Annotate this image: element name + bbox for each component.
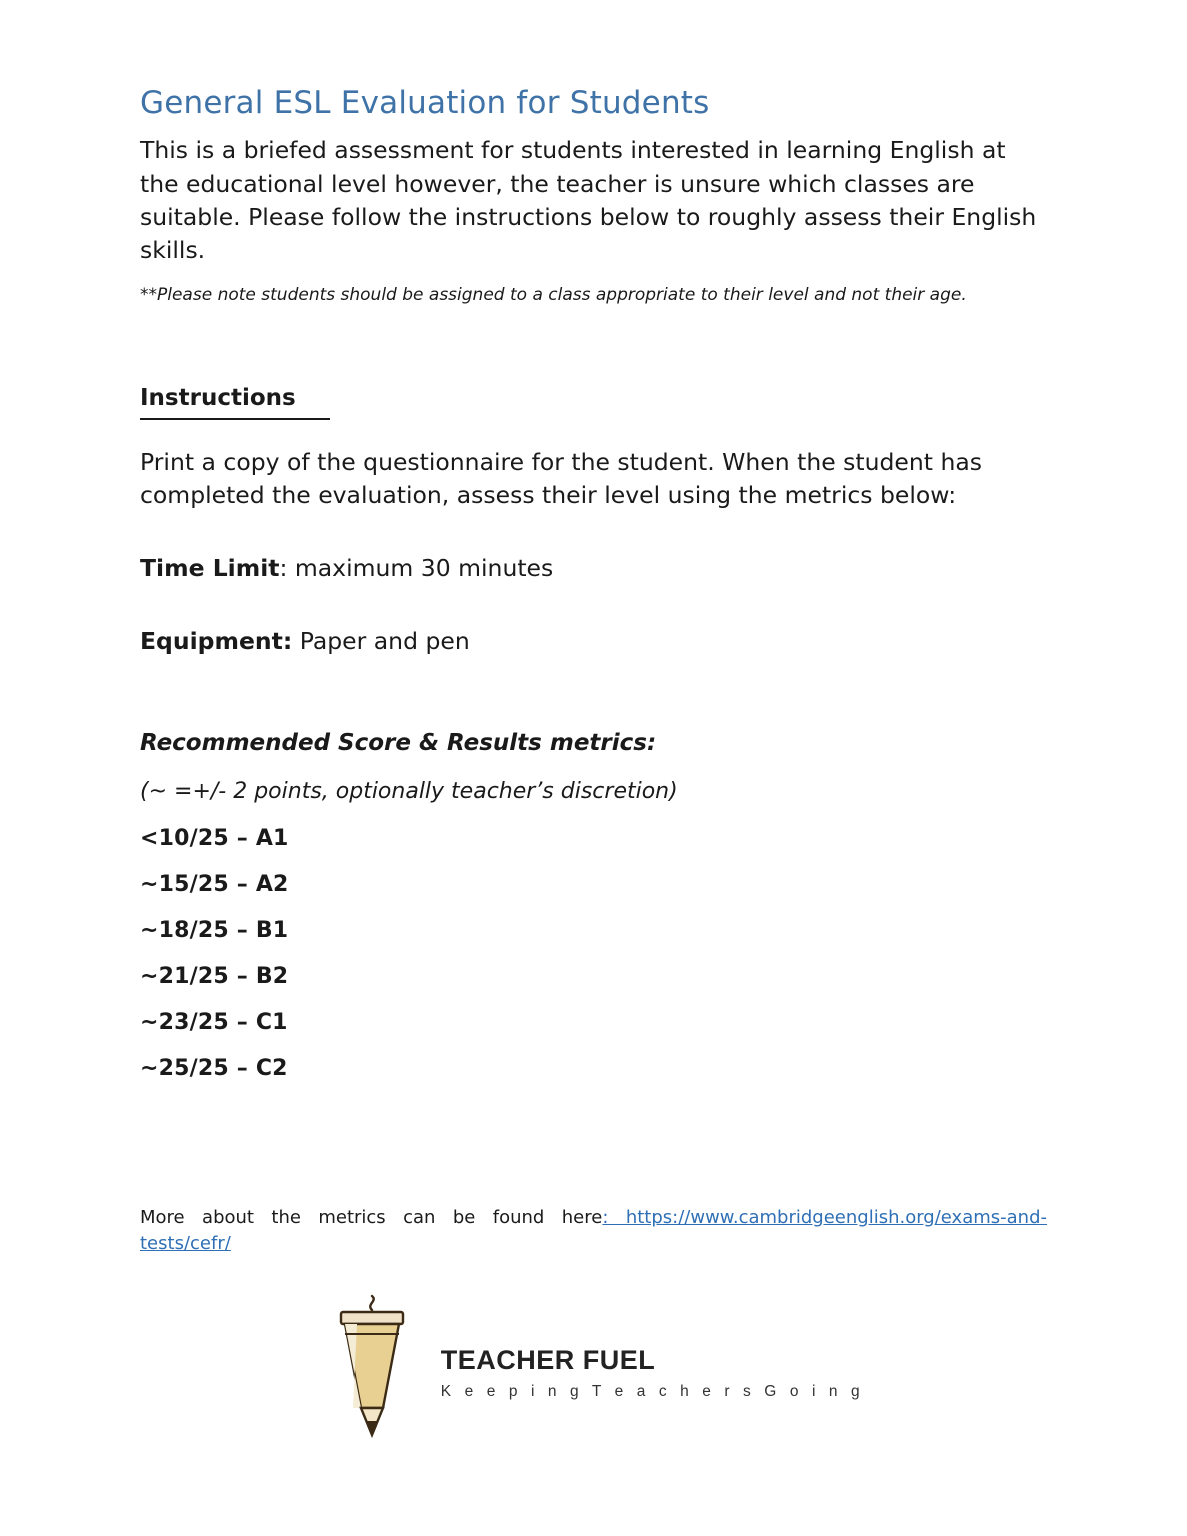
footer-reference [140,1205,1047,1256]
metrics-title: Recommended Score & Results metrics: [140,729,657,756]
time-limit-value: : maximum 30 minutes [279,554,554,583]
note-text: **Please note students should be assigned to a class appropriate to their level and not their age. [140,284,967,305]
metric-item: ~23/25 – C1 [140,1009,288,1035]
brand-logo [0,1290,1187,1440]
metric-item: <10/25 – A1 [140,825,289,851]
cefr-reference-link[interactable]: : https://www.cambridgeenglish.org/exams-and- tests/cefr/ [140,1207,1048,1254]
metric-item: ~18/25 – B1 [140,917,289,943]
equipment-line [140,625,1047,658]
page-title: General ESL Evaluation for Students [140,85,710,121]
metric-item: ~25/25 – C2 [140,1055,288,1081]
footer-lead-text: More about the metrics can be found here [140,1207,603,1228]
equipment-label: Equipment: [140,627,293,656]
brand-tagline: K e e p i n g T e a c h e r s G o i n g [440,1383,865,1400]
metric-item: ~21/25 – B2 [140,963,289,989]
time-limit-label: Time Limit [140,554,280,583]
metrics-subtitle: (~ =+/- 2 points, optionally teacher’s discretion) [140,778,678,804]
intro-paragraph: This is a briefed assessment for students interested in learning English at the educational level however, the teacher is unsure which classes are suitable. Please follow the instructions below to roughly assess their English skills. [140,136,1037,265]
time-limit-line [140,552,1047,585]
pencil-coffee-cup-icon [323,1290,423,1440]
metric-item: ~15/25 – A2 [140,871,289,897]
instructions-body: Print a copy of the questionnaire for the student. When the student has completed the evaluation, assess their level using the metrics below: [140,448,982,510]
equipment-value: Paper and pen [292,627,470,656]
instructions-heading: Instructions [140,385,330,420]
brand-text [441,1329,865,1401]
brand-name: TEACHER FUEL [440,1345,656,1375]
